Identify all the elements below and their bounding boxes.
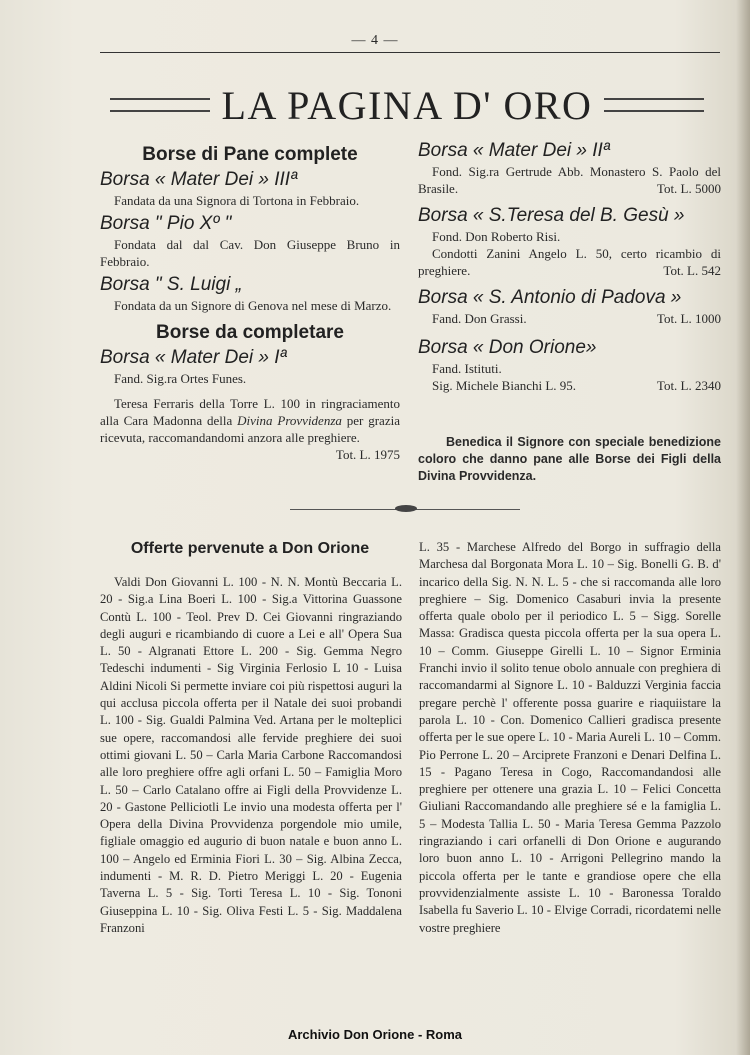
borsa-founder: Fond. Don Roberto Risi. bbox=[432, 229, 561, 244]
borsa-title: Borsa « S.Teresa del B. Gesù » bbox=[418, 205, 685, 226]
borsa-total: Tot. L. 2340 bbox=[656, 378, 721, 393]
borsa-total: Tot. L. 542 bbox=[663, 263, 721, 278]
borsa-total: Tot. L. 1000 bbox=[656, 311, 721, 326]
blessing-text bbox=[418, 434, 721, 485]
borsa-title: Borsa " S. Luigi „ bbox=[100, 274, 242, 295]
borsa-text-part: Fond. Sig.ra Gertrude Abb. Monastero S. Paolo del Brasile. bbox=[418, 164, 721, 196]
borsa-title: Borsa « Mater Dei » IIª bbox=[418, 140, 610, 161]
borsa-title: Borsa « Don Orione» bbox=[418, 337, 597, 358]
divider-ornament bbox=[395, 505, 417, 512]
page-title: LA PAGINA D' ORO bbox=[221, 82, 593, 128]
borsa-text bbox=[418, 245, 721, 279]
borsa-text-part: per grazia ricevuta, raccomandandomi anzora alle preghiere. bbox=[100, 413, 400, 445]
borsa-text: Fandata da una Signora di Tortona in Febbraio. bbox=[114, 193, 360, 208]
borsa-founder: Fand. Sig.ra Ortes Funes. bbox=[114, 371, 247, 386]
borsa-text bbox=[100, 395, 400, 462]
offerte-text-right bbox=[419, 539, 721, 937]
borsa-text-part: Teresa Ferraris della Torre L. 100 in ringraciamento alla Cara Madonna della bbox=[100, 396, 400, 428]
offerte-paragraph: Valdi Don Giovanni L. 100 - N. N. Montù Beccaria L. 20 - Sig.a Lina Boeri L. 100 - Sig.a Vittorina Guassone Contù L. 100 - Teol. Prev D. Cei Giovanni ringraziando degli auguri e ricambiando di cuore a Lei e all' Opera Sua L. 50 - Algranati Ettore L. 200 - Sig. Gemma Negro Tedeschi indumenti - Sig Virginia Ferlosio L 10 - Luisa Aldini Nicoli Si permette inviare coi più rispettosi auguri la qui acclusa piccola offerta per il Natale dei suoi probandi L. 100 - Sig. Gualdi Palmina Ved. Artana per le molteplici sue opere, raccomandosi alle fervide preghiere dei suoi ottimi giovani L. 50 – Carla Maria Carbone Raccomandosi alle loro preghiere offre agli orfani L. 50 – Famiglia Moro L. 50 – Carlo Catalano offre ai Figli della Provvidenze L. 20 - Gastone Pelliciotli Le invio una modesta offerta per l' Opera della Divina Provvidenza porgendole mio umile, figliale omaggio ed augurio di buon natale e buon anno L. 100 – Angelo ed Erminia Fiori L. 30 – Sig. Albina Zecca, indumenti - M. R. D. Pietro Meriggi L. 20 - Eugenia Taverna L. 5 - Sig. Torti Teresa L. 10 - Sig. Tononi Giuseppina L. 10 - Sig. Oliva Festi L. 5 - Sig. Maddalena Franzoni bbox=[100, 575, 402, 935]
title-ornament-right bbox=[604, 98, 704, 112]
borsa-title: Borsa « Mater Dei » Iª bbox=[100, 347, 287, 368]
page-number: — 4 — bbox=[351, 33, 399, 48]
borsa-founder: Fand. Don Grassi. bbox=[432, 311, 527, 326]
borsa-line bbox=[418, 377, 721, 394]
borsa-text: Fondata da un Signore di Genova nel mese di Marzo. bbox=[114, 298, 392, 313]
blessing-text-content: Benedica il Signore con speciale benedizione coloro che danno pane alle Borse dei Figli della Divina Provvidenza. bbox=[418, 435, 721, 483]
borsa-founder: Fand. Istituti. bbox=[432, 361, 502, 376]
title-ornament-left bbox=[110, 98, 210, 112]
borsa-title: Borsa " Pio Xº " bbox=[100, 213, 232, 234]
archive-footer: Archivio Don Orione - Roma bbox=[287, 1027, 463, 1042]
borsa-total: Tot. L. 5000 bbox=[656, 181, 721, 196]
borsa-text bbox=[418, 163, 721, 197]
offerte-text-left bbox=[100, 574, 402, 937]
borsa-text-italic: Divina Provvidenza bbox=[237, 413, 342, 428]
right-column bbox=[418, 142, 721, 485]
left-column bbox=[100, 142, 400, 463]
borsa-title: Borsa « S. Antonio di Padova » bbox=[418, 287, 682, 308]
offerte-heading: Offerte pervenute a Don Orione bbox=[130, 540, 370, 557]
section-heading-to-complete: Borse da completare bbox=[156, 322, 344, 343]
borsa-text-part: Condotti Zanini Angelo L. 50, certo ricambio di preghiere. bbox=[418, 246, 721, 278]
borsa-donor: Sig. Michele Bianchi L. 95. bbox=[432, 378, 577, 393]
page-edge-shadow bbox=[736, 0, 750, 1055]
offerte-paragraph: L. 35 - Marchese Alfredo del Borgo in suffragio della Marchesa dal Borgonata Mora L. 10 – Sig. Bonelli G. B. d' incarico della Sig. N. N. L. 5 - che si raccomanda alle loro preghiere – Sig. Domenico Casaburi invia la presente offerta quale obolo per il periodico L. 5 – Sigg. Sorelle Massa: Gradisca questa piccola offerta per la sua opera L. 10 – Comm. Giuseppe Girelli L. 10 – Signor Erminia Franchi invio il solito tenue obolo annuale con preghiera di raccomandarmi al Signore L. 10 - Balduzzi Verginia faccia pregare perchè l' offerente possa guarire e riaquiistare la parola L. 10 - Con. Domenico Callieri gradisca presente offerta per le sue opere L. 10 - Maria Aureli L. 10 – Comm. Pio Perrone L. 20 – Arciprete Franzoni e Denari Delfina L. 15 - Pagano Teresa in Cogo, Raccomandandosi alle preghiere per ottenere una grazia L. 10 – Felici Concetta Giuliani Raccomandando alle preghiere sé e la famiglia L. 5 – Modesta Tallia L. 50 - Maria Teresa Gemma Pazzolo ringraziando i cari orfanelli di Don Orione e augurando loro buon anno L. 10 - Arrigoni Pellegrino mando la piccola offerta per le tante e grandiose opere che ella provvidenzialmente assiste L. 10 - Baronessa Toraldo Isabella fu Saverio L. 10 - Elvige Corradi, ricordatemi nelle vostre preghiere bbox=[419, 540, 721, 935]
borsa-text: Fondata dal dal Cav. Don Giuseppe Bruno in Febbraio. bbox=[100, 237, 400, 269]
title-block bbox=[110, 80, 710, 130]
borsa-line bbox=[418, 310, 721, 327]
borsa-title: Borsa « Mater Dei » IIIª bbox=[100, 169, 298, 190]
header-rule bbox=[100, 52, 720, 53]
borsa-total: Tot. L. 1975 bbox=[335, 447, 400, 462]
section-heading-complete: Borse di Pane complete bbox=[142, 144, 358, 165]
